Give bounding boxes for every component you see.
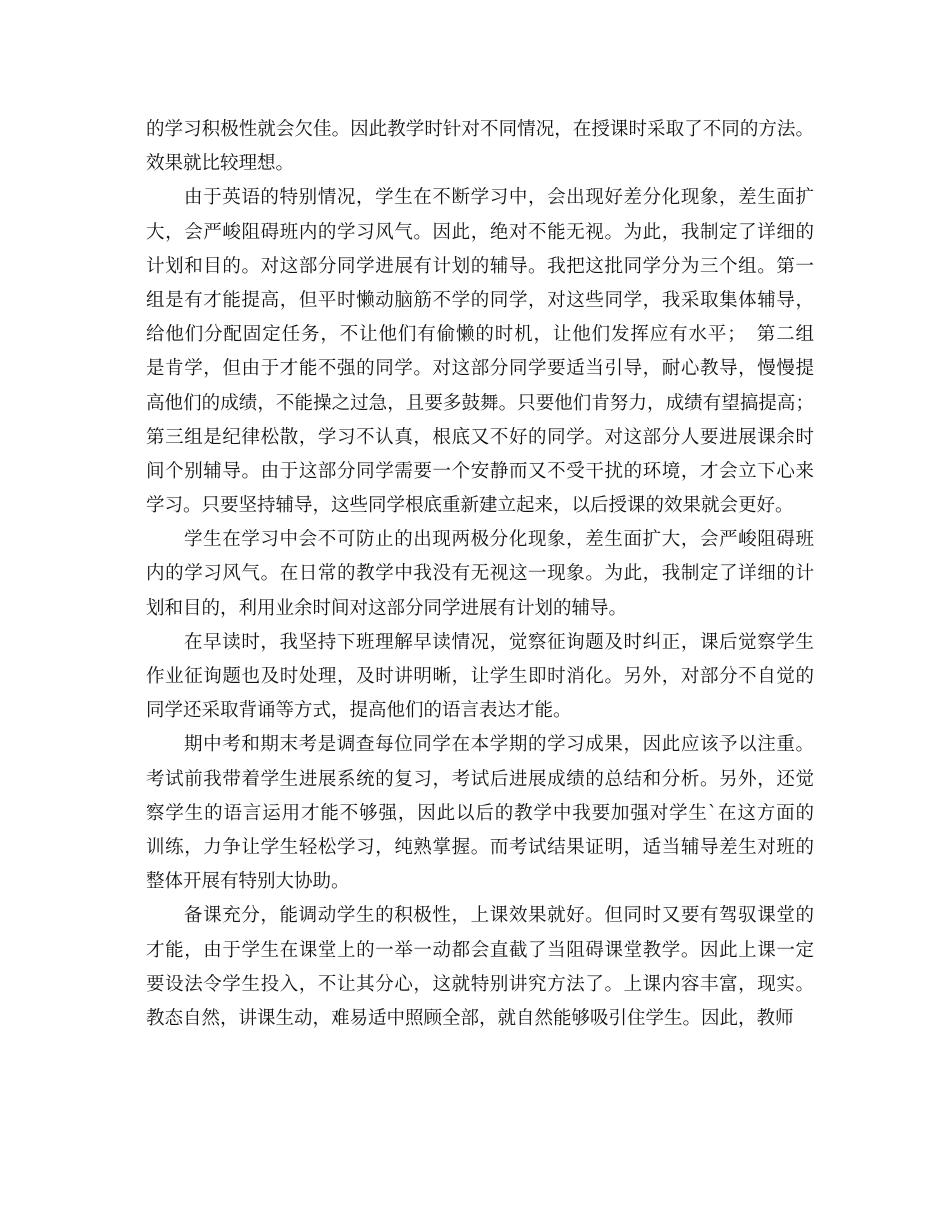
text-line: 效果就比较理想。 (146, 153, 295, 175)
document-body (146, 113, 814, 1036)
paragraph (146, 626, 814, 729)
text-line: 间个别辅导。由于这部分同学需要一个安静而又不受干扰的环境，才会立下心来 (146, 460, 814, 482)
text-line: 备课充分，能调动学生的积极性，上课效果就好。但同时又要有驾驭课堂的 (184, 905, 814, 927)
paragraph (146, 523, 814, 626)
text-line: 考试前我带着学生进展系统的复习，考试后进展成绩的总结和分析。另外，还觉 (146, 768, 814, 790)
paragraph (146, 113, 814, 181)
text-line: 训练，力争让学生轻松学习，纯熟掌握。而考试结果证明，适当辅导差生对班的 (146, 836, 814, 858)
text-line: 在早读时，我坚持下班理解早读情况，觉察征询题及时纠正，课后觉察学生 (184, 631, 814, 653)
paragraph (146, 728, 814, 899)
text-line: 高他们的成绩，不能操之过急，且要多鼓舞。只要他们肯努力，成绩有望搞提高； (146, 392, 814, 414)
text-line: 察学生的语言运用才能不够强，因此以后的教学中我要加强对学生`在这方面的 (146, 802, 814, 824)
text-line: 组是有才能提高，但平时懒动脑筋不学的同学，对这些同学，我采取集体辅导， (146, 289, 814, 311)
text-line: 学生在学习中会不可防止的出现两极分化现象，差生面扩大，会严峻阻碍班 (184, 529, 814, 551)
paragraph (146, 899, 814, 1036)
text-line: 作业征询题也及时处理，及时讲明晰，让学生即时消化。另外，对部分不自觉的 (146, 666, 814, 687)
text-line: 给他们分配固定任务，不让他们有偷懒的时机，让他们发挥应有水平； 第二组 (146, 324, 814, 346)
text-line: 期中考和期末考是调查每位同学在本学期的学习成果，因此应该予以注重。 (184, 734, 814, 756)
text-line: 是肯学，但由于才能不强的同学。对这部分同学要适当引导，耐心教导，慢慢提 (146, 358, 814, 380)
text-line: 大，会严峻阻碍班内的学习风气。因此，绝对不能无视。为此，我制定了详细的 (146, 221, 814, 243)
text-line: 由于英语的特别情况，学生在不断学习中，会出现好差分化现象，差生面扩 (184, 187, 814, 209)
text-line: 才能，由于学生在课堂上的一举一动都会直截了当阻碍课堂教学。因此上课一定 (146, 939, 814, 961)
text-line: 整体开展有特别大协助。 (146, 871, 350, 893)
text-line: 同学还采取背诵等方式，提高他们的语言表达才能。 (146, 700, 572, 722)
text-line: 内的学习风气。在日常的教学中我没有无视这一现象。为此，我制定了详细的计 (146, 563, 814, 585)
text-line: 计划和目的。对这部分同学进展有计划的辅导。我把这批同学分为三个组。第一 (146, 255, 814, 277)
text-line: 第三组是纪律松散，学习不认真，根底又不好的同学。对这部分人要进展课余时 (146, 426, 814, 448)
text-line: 划和目的，利用业余时间对这部分同学进展有计划的辅导。 (146, 597, 628, 619)
text-line: 教态自然，讲课生动，难易适中照顾全部，就自然能够吸引住学生。因此，教师 (146, 1007, 794, 1029)
text-line: 要设法令学生投入，不让其分心，这就特别讲究方法了。上课内容丰富，现实。 (146, 973, 814, 995)
text-line: 的学习积极性就会欠佳。因此教学时针对不同情况，在授课时采取了不同的方法。 (146, 119, 814, 140)
paragraph (146, 181, 814, 523)
text-line: 学习。只要坚持辅导，这些同学根底重新建立起来，以后授课的效果就会更好。 (146, 495, 794, 517)
